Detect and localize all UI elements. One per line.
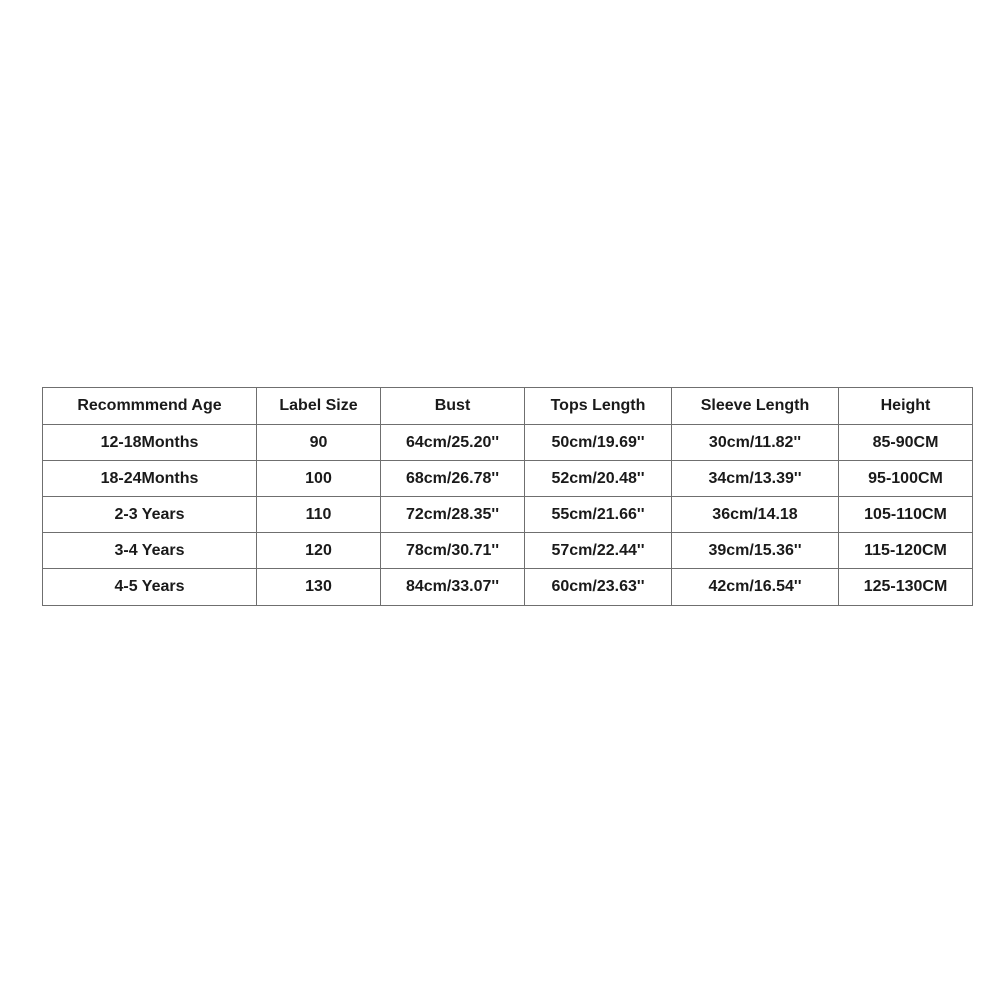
cell-sleeve-length: 36cm/14.18: [672, 497, 839, 533]
column-header-height: Height: [839, 388, 973, 425]
table-row: [43, 425, 973, 461]
cell-bust: 78cm/30.71'': [381, 533, 525, 569]
table-row: [43, 533, 973, 569]
cell-height: 105-110CM: [839, 497, 973, 533]
column-header-sleeve-length: Sleeve Length: [672, 388, 839, 425]
cell-tops-length: 50cm/19.69'': [525, 425, 672, 461]
cell-bust: 72cm/28.35'': [381, 497, 525, 533]
cell-tops-length: 60cm/23.63'': [525, 569, 672, 606]
cell-sleeve-length: 39cm/15.36'': [672, 533, 839, 569]
cell-bust: 68cm/26.78'': [381, 461, 525, 497]
cell-label-size: 120: [257, 533, 381, 569]
cell-height: 95-100CM: [839, 461, 973, 497]
table-row: [43, 497, 973, 533]
table-row: [43, 569, 973, 606]
cell-age: 4-5 Years: [43, 569, 257, 606]
cell-tops-length: 57cm/22.44'': [525, 533, 672, 569]
cell-label-size: 90: [257, 425, 381, 461]
cell-sleeve-length: 42cm/16.54'': [672, 569, 839, 606]
cell-age: 12-18Months: [43, 425, 257, 461]
column-header-bust: Bust: [381, 388, 525, 425]
cell-height: 125-130CM: [839, 569, 973, 606]
cell-tops-length: 55cm/21.66'': [525, 497, 672, 533]
table-row: [43, 461, 973, 497]
cell-sleeve-length: 30cm/11.82'': [672, 425, 839, 461]
cell-tops-length: 52cm/20.48'': [525, 461, 672, 497]
cell-sleeve-length: 34cm/13.39'': [672, 461, 839, 497]
cell-age: 18-24Months: [43, 461, 257, 497]
cell-age: 2-3 Years: [43, 497, 257, 533]
cell-bust: 84cm/33.07'': [381, 569, 525, 606]
size-chart-table: [42, 387, 973, 606]
cell-age: 3-4 Years: [43, 533, 257, 569]
column-header-tops-length: Tops Length: [525, 388, 672, 425]
column-header-age: Recommmend Age: [43, 388, 257, 425]
cell-label-size: 110: [257, 497, 381, 533]
cell-height: 115-120CM: [839, 533, 973, 569]
column-header-label-size: Label Size: [257, 388, 381, 425]
table-header-row: [43, 388, 973, 425]
cell-height: 85-90CM: [839, 425, 973, 461]
cell-bust: 64cm/25.20'': [381, 425, 525, 461]
cell-label-size: 130: [257, 569, 381, 606]
cell-label-size: 100: [257, 461, 381, 497]
